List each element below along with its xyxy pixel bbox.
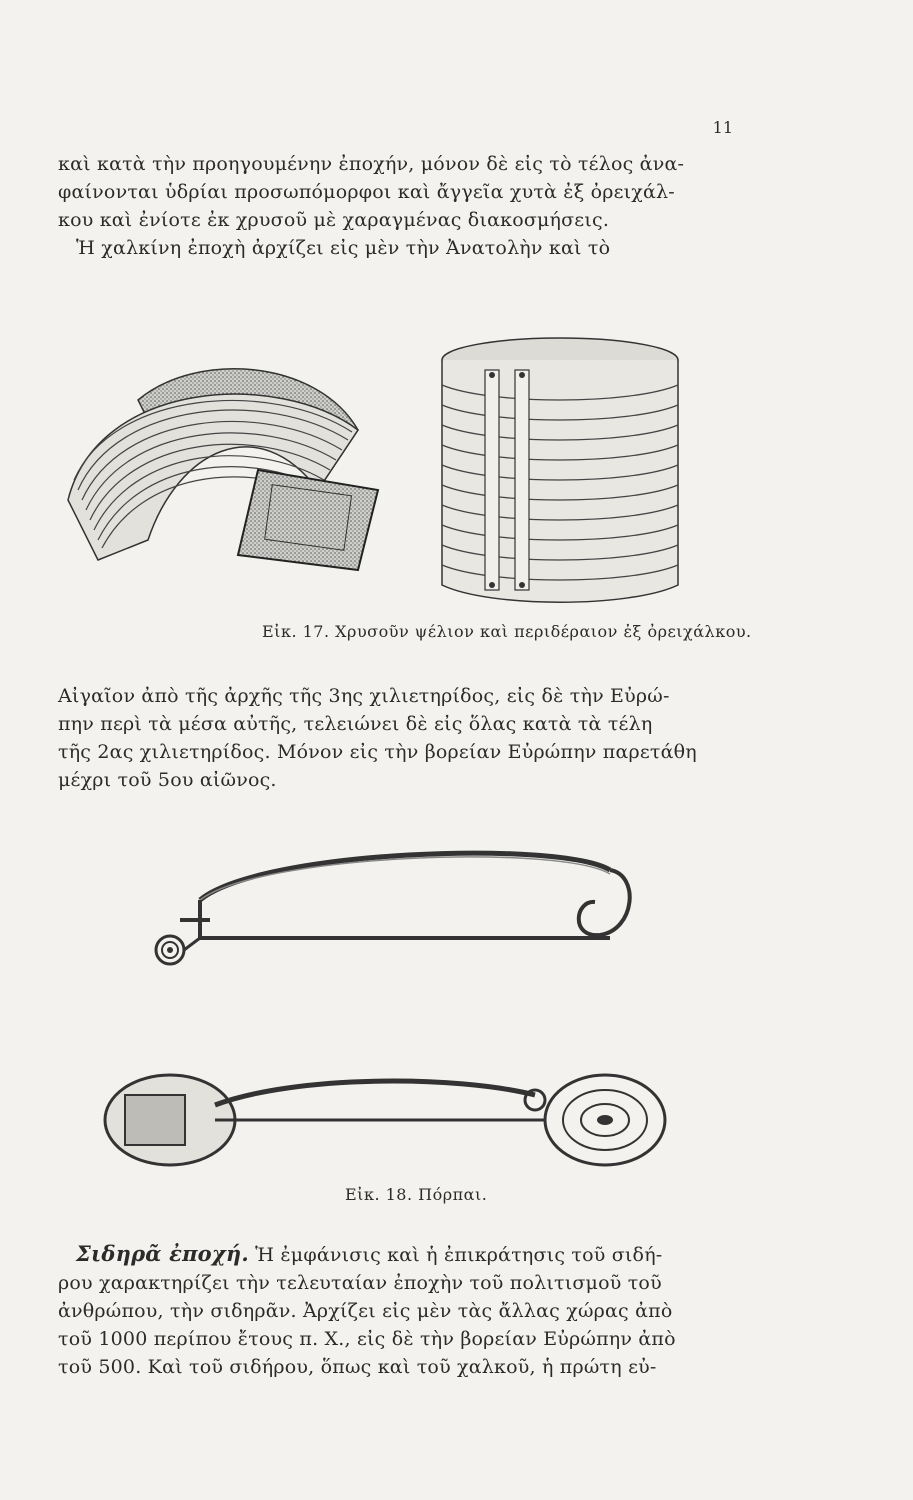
text-line: μέχρι τοῦ 5ου αἰῶνος. (58, 769, 277, 791)
paragraph-1 (58, 150, 738, 262)
page-number: 11 (712, 118, 733, 137)
text-line: καὶ κατὰ τὴν προηγουμένην ἐποχήν, μόνον δὲ εἰς τὸ τέλος ἀνα- (58, 153, 685, 175)
paragraph-2 (58, 682, 738, 794)
text-line: ρου χαρακτηρίζει τὴν τελευταίαν ἐποχὴν τοῦ πολιτισμοῦ τοῦ (58, 1272, 662, 1294)
text-line: ἀνθρώπου, τὴν σιδηρᾶν. Ἀρχίζει εἰς μὲν τὰς ἄλλας χώρας ἀπὸ (58, 1300, 673, 1322)
paragraph-3 (58, 1240, 738, 1381)
bracelet-illustration (58, 340, 388, 590)
text-line: τοῦ 1000 περίπου ἔτους π. Χ., εἰς δὲ τὴν βορείαν Εὐρώπην ἀπὸ (58, 1328, 676, 1350)
text-line: Ἡ χαλκίνη ἐποχὴ ἀρχίζει εἰς μὲν τὴν Ἀνατολὴν καὶ τὸ (76, 237, 611, 259)
spiral-fibula-illustration (95, 1065, 685, 1175)
safety-pin-fibula-illustration (140, 840, 660, 980)
text-line: τῆς 2ας χιλιετηρίδος. Μόνον εἰς τὴν βορείαν Εὐρώπην παρετάθη (58, 741, 697, 763)
section-heading: Σιδηρᾶ ἐποχή. (76, 1241, 249, 1266)
text-line: φαίνονται ὑδρίαι προσωπόμορφοι καὶ ἄγγεῖα χυτὰ ἐξ ὀρειχάλ- (58, 181, 675, 203)
text-line: κου καὶ ἐνίοτε ἐκ χρυσοῦ μὲ χαραγμένας διακοσμήσεις. (58, 209, 610, 231)
figure-18-caption: Εἰκ. 18. Πόρπαι. (345, 1185, 488, 1204)
text-line: τοῦ 500. Καὶ τοῦ σιδήρου, ὅπως καὶ τοῦ χαλκοῦ, ἡ πρώτη εὐ- (58, 1356, 657, 1378)
text-line (58, 1240, 738, 1269)
figure-17-caption: Εἰκ. 17. Χρυσοῦν ψέλιον καὶ περιδέραιον ἐξ ὀρειχάλκου. (262, 622, 752, 641)
text-line: Αἰγαῖον ἀπὸ τῆς ἀρχῆς τῆς 3ης χιλιετηρίδος, εἰς δὲ τὴν Εὐρώ- (58, 685, 670, 707)
text-line: πην περὶ τὰ μέσα αὐτῆς, τελειώνει δὲ εἰς ὅλας κατὰ τὰ τέλη (58, 713, 653, 735)
collar-illustration (430, 330, 690, 610)
text-run: Ἡ ἐμφάνισις καὶ ἡ ἐπικράτησις τοῦ σιδή- (255, 1244, 663, 1266)
